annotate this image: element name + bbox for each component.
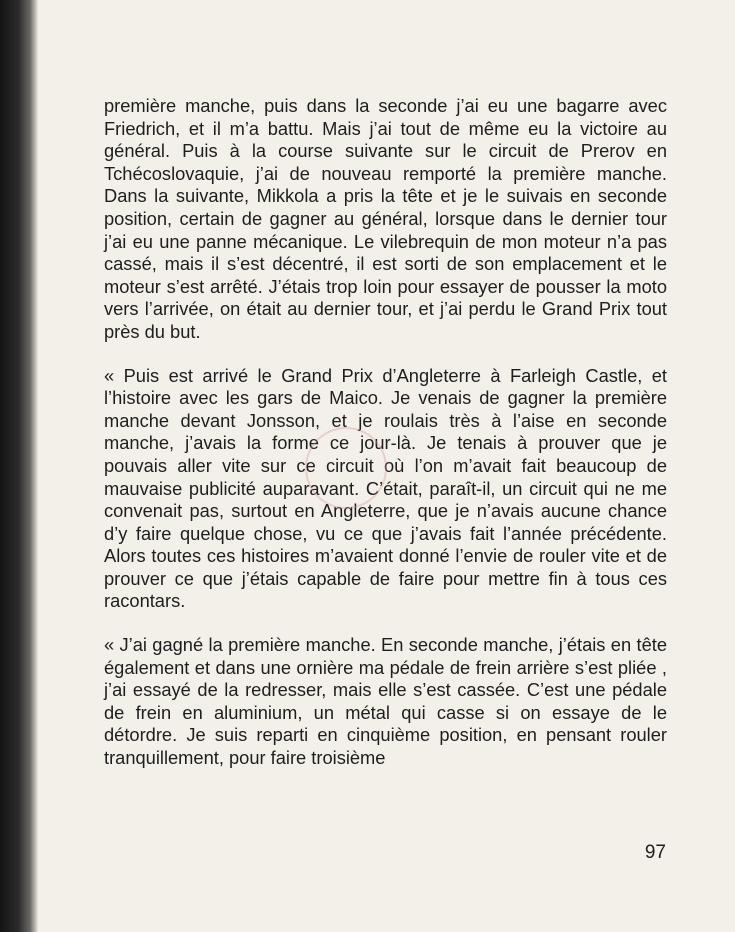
paragraph: première manche, puis dans la seconde j’ai eu une bagarre avec Friedrich, et il m’a battu. Mais j’ai tout de même eu la victoire au général. Puis à la course suivante sur le circuit de Prerov en Tchécoslovaquie, j’ai de nouveau remporté la première manche. Dans la suivante, Mikkola a pris la tête et je le suivais en seconde position, certain de gagner au général, lorsque dans le dernier tour j’ai eu une panne mécanique. Le vilebrequin de mon moteur n’a pas cassé, mais il s’est décentré, il est sorti de son emplacement et le moteur s’est arrêté. J’étais trop loin pour essayer de pousser la moto vers l’arrivée, on était au dernier tour, et j’ai perdu le Grand Prix tout près du but. [104,95,667,342]
paragraph: « J’ai gagné la première manche. En seconde manche, j’étais en tête également et dans une ornière ma pédale de frein arrière s’est pliée , j’ai essayé de la redresser, mais elle s’est cassée. C’est une pédale de frein en aluminium, un métal qui casse si on essaye de le détordre. Je suis reparti en cinquième position, en pensant rouler tranquillement, pour faire troisième [104,634,667,769]
page-body [104,95,667,791]
paragraph: « Puis est arrivé le Grand Prix d’Angleterre à Farleigh Castle, et l’histoire avec les gars de Maico. Je venais de gagner la première manche devant Jonsson, et je roulais très à l’aise en seconde manche, j’avais la forme ce jour-là. Je tenais à prouver que je pouvais aller vite sur ce circuit où l’on m’avait fait beaucoup de mauvaise publicité auparavant. C’était, paraît-il, un circuit qui ne me convenait pas, surtout en Angleterre, que je n’avais aucune chance d’y faire quelque chose, vu ce que j’avais fait l’année précédente. Alors toutes ces histoires m’avaient donné l’envie de rouler vite et de prouver ce que j’étais capable de faire pour mettre fin à tous ces racontars. [104,364,667,612]
page-number: 97 [644,842,666,863]
book-binding-shadow [0,0,38,932]
